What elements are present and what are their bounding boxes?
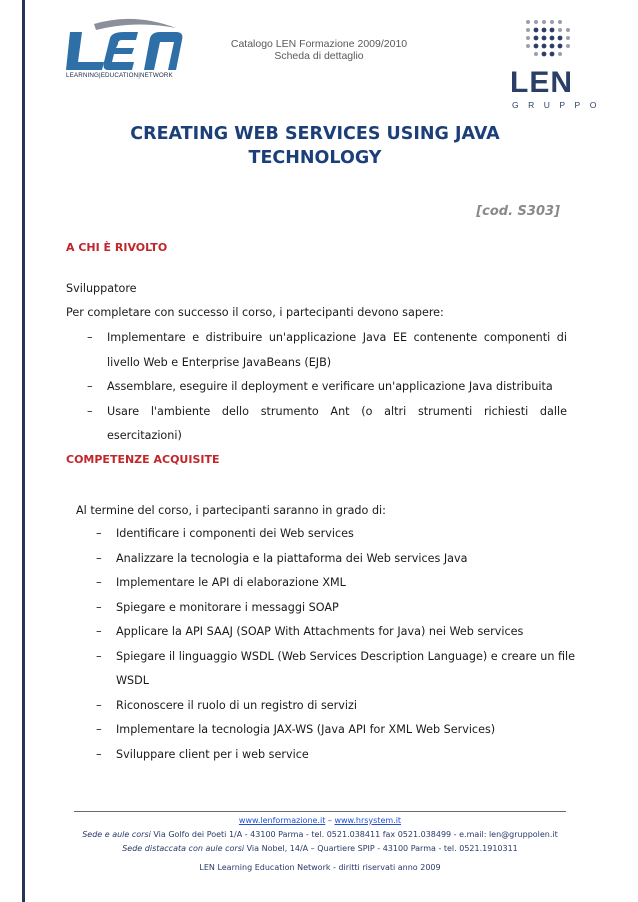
section-heading-skills: COMPETENZE ACQUISITE [66, 453, 220, 466]
bullet-marker: – [96, 747, 102, 761]
footer-divider [74, 811, 566, 812]
list-item: – Implementare e distribuire un'applicazione Java EE contenente componenti di livello Web e Enterprise JavaBeans (EJB) [87, 326, 567, 375]
prerequisites-list [87, 326, 567, 449]
course-title [100, 122, 530, 170]
footer-main-office: Sede e aule corsi Via Golfo dei Poeti 1/A - 43100 Parma - tel. 0521.038411 fax 0521.038499 - e.mail: len@gruppolen.it [82, 830, 558, 839]
bullet-marker: – [96, 576, 102, 589]
bullet-marker: – [87, 331, 93, 344]
bullet-marker: – [96, 649, 102, 663]
list-item: – Riconoscere il ruolo di un registro di servizi [96, 694, 576, 719]
len-wordmark: LEN [510, 66, 573, 99]
list-item: – Implementare le API di elaborazione XML [96, 571, 576, 596]
lenformazione-link[interactable]: www.lenformazione.it [238, 816, 326, 825]
audience-text: Sviluppatore [66, 282, 137, 295]
course-title-line1: CREATING WEB SERVICES USING JAVA [130, 124, 500, 144]
bullet-marker: – [96, 600, 102, 614]
section-heading-audience: A CHI È RIVOLTO [66, 241, 168, 254]
left-margin-rule [22, 0, 25, 902]
len-logo-graphic [64, 18, 194, 74]
list-item: – Sviluppare client per i web service [96, 743, 576, 768]
course-code: [cod. S303] [476, 204, 560, 219]
hrsystem-link[interactable]: www.hrsystem.it [334, 816, 402, 825]
dots-pattern-icon [522, 18, 582, 62]
list-item: – Analizzare la tecnologia e la piattaforma dei Web services Java [96, 547, 576, 572]
catalog-title: Catalogo LEN Formazione 2009/2010 [230, 38, 408, 50]
bullet-marker: – [96, 551, 102, 565]
skills-list [96, 522, 576, 767]
footer-links: www.lenformazione.it – www.hrsystem.it [238, 816, 402, 825]
catalog-subtitle: Scheda di dettaglio [274, 50, 364, 62]
len-gruppo-logo [500, 18, 606, 110]
list-item: – Spiegare il linguaggio WSDL (Web Services Description Language) e creare un file WSDL [96, 645, 576, 694]
course-title-line2: TECHNOLOGY [248, 148, 382, 168]
list-item: – Assemblare, eseguire il deployment e verificare un'applicazione Java distribuita [87, 375, 567, 400]
prerequisites-intro: Per completare con successo il corso, i partecipanti devono sapere: [66, 306, 444, 319]
list-item: – Identificare i componenti dei Web services [96, 522, 576, 547]
bullet-marker: – [96, 527, 102, 540]
gruppo-wordmark: GRUPPO [512, 100, 606, 110]
bullet-marker: – [87, 404, 93, 418]
list-item: – Applicare la API SAAJ (SOAP With Attachments for Java) nei Web services [96, 620, 576, 645]
skills-intro: Al termine del corso, i partecipanti saranno in grado di: [76, 504, 386, 517]
list-item: – Implementare la tecnologia JAX-WS (Java API for XML Web Services) [96, 718, 576, 743]
bullet-marker: – [87, 380, 93, 393]
logo-caption: LEARNING|EDUCATION|NETWORK [66, 72, 173, 79]
bullet-marker: – [96, 698, 102, 712]
list-item: – Spiegare e monitorare i messaggi SOAP [96, 596, 576, 621]
list-item: – Usare l'ambiente dello strumento Ant (o altri strumenti richiesti dalle esercitazioni) [87, 400, 567, 449]
footer-branch-office: Sede distaccata con aule corsi Via Nobel, 14/A – Quartiere SPIP - 43100 Parma - tel. 0521.1910311 [122, 844, 518, 853]
catalog-header [200, 38, 438, 62]
bullet-marker: – [96, 723, 102, 736]
footer-copyright: LEN Learning Education Network - diritti riservati anno 2009 [199, 863, 441, 872]
bullet-marker: – [96, 625, 102, 638]
